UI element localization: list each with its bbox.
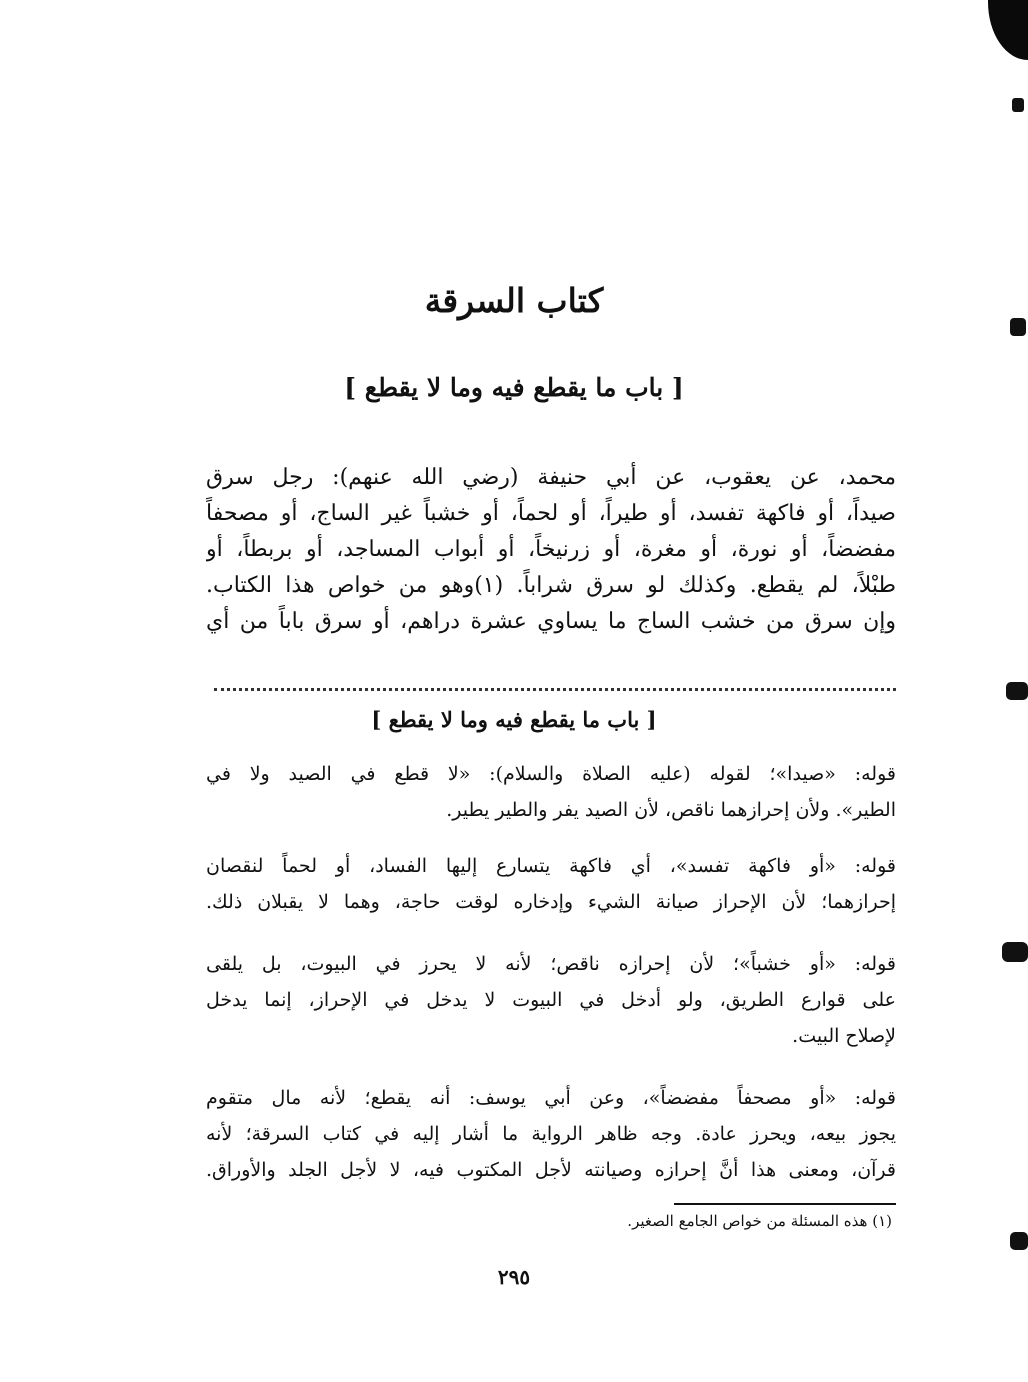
commentary-paragraph bbox=[206, 1080, 896, 1188]
main-text-line: وإن سرق من خشب الساج ما يساوي عشرة دراهم، أو سرق باباً من أي bbox=[206, 609, 896, 634]
main-text-line: صيداً، أو فاكهة تفسد، أو طيراً، أو لحماً، أو خشباً غير الساج، أو مصحفاً bbox=[206, 501, 896, 526]
commentary-line: على قوارع الطريق، ولو أدخل في البيوت لا يدخل في الإحراز، إنما يدخل bbox=[206, 989, 896, 1011]
commentary-line: لإصلاح البيت. bbox=[792, 1025, 896, 1047]
scan-margin-mark bbox=[1012, 98, 1024, 112]
scan-margin-mark bbox=[1002, 942, 1028, 962]
scan-margin-mark bbox=[1006, 682, 1028, 700]
commentary-line: قوله: «أو فاكهة تفسد»، أي فاكهة يتسارع إليها الفساد، أو لحماً لنقصان bbox=[206, 855, 896, 877]
commentary-line: يجوز بيعه، ويحرز عادة. وجه ظاهر الرواية ما أشار إليه في كتاب السرقة؛ لأنه bbox=[206, 1123, 896, 1145]
main-text-line: طبْلاً، لم يقطع. وكذلك لو سرق شراباً. (١)وهو من خواص هذا الكتاب. bbox=[206, 573, 896, 598]
commentary-line: قوله: «صيدا»؛ لقوله (عليه الصلاة والسلام): «لا قطع في الصيد ولا في bbox=[206, 763, 896, 785]
commentary-heading: [ باب ما يقطع فيه وما لا يقطع ] bbox=[371, 707, 657, 732]
footnote-rule bbox=[674, 1203, 896, 1205]
commentary-line: الطير». ولأن إحرازهما ناقص، لأن الصيد يفر والطير يطير. bbox=[446, 799, 896, 821]
commentary-paragraph bbox=[206, 946, 896, 1054]
dotted-separator bbox=[214, 682, 896, 691]
scan-margin-mark bbox=[1010, 1232, 1028, 1250]
commentary-line: قرآن، ومعنى هذا أنَّ إحرازه وصيانته لأجل المكتوب فيه، لا لأجل الجلد والأوراق. bbox=[206, 1159, 896, 1181]
commentary-paragraph bbox=[206, 756, 896, 828]
commentary-paragraph bbox=[206, 848, 896, 920]
chapter-heading: [ باب ما يقطع فيه وما لا يقطع ] bbox=[344, 373, 684, 402]
page-number: ٢٩٥ bbox=[497, 1265, 531, 1289]
scan-corner-shadow bbox=[988, 0, 1028, 60]
main-text-line: محمد، عن يعقوب، عن أبي حنيفة (رضي الله عنهم): رجل سرق bbox=[206, 465, 896, 490]
commentary-line: إحرازهما؛ لأن الإحراز صيانة الشيء وإدخاره لوقت حاجة، وهما لا يقبلان ذلك. bbox=[206, 891, 896, 913]
commentary-line: قوله: «أو مصحفاً مفضضاً»، وعن أبي يوسف: أنه يقطع؛ لأنه مال متقوم bbox=[206, 1087, 896, 1109]
main-text bbox=[206, 460, 896, 640]
main-text-line: مفضضاً، أو نورة، أو مغرة، أو زرنيخاً، أو أبواب المساجد، أو بربطاً، أو bbox=[206, 537, 896, 562]
footnote: (١) هذه المسئلة من خواص الجامع الصغير. bbox=[627, 1212, 892, 1230]
commentary-line: قوله: «أو خشباً»؛ لأن إحرازه ناقص؛ لأنه لا يحرز في البيوت، بل يلقى bbox=[206, 953, 896, 975]
book-title: كتاب السرقة bbox=[424, 281, 604, 320]
